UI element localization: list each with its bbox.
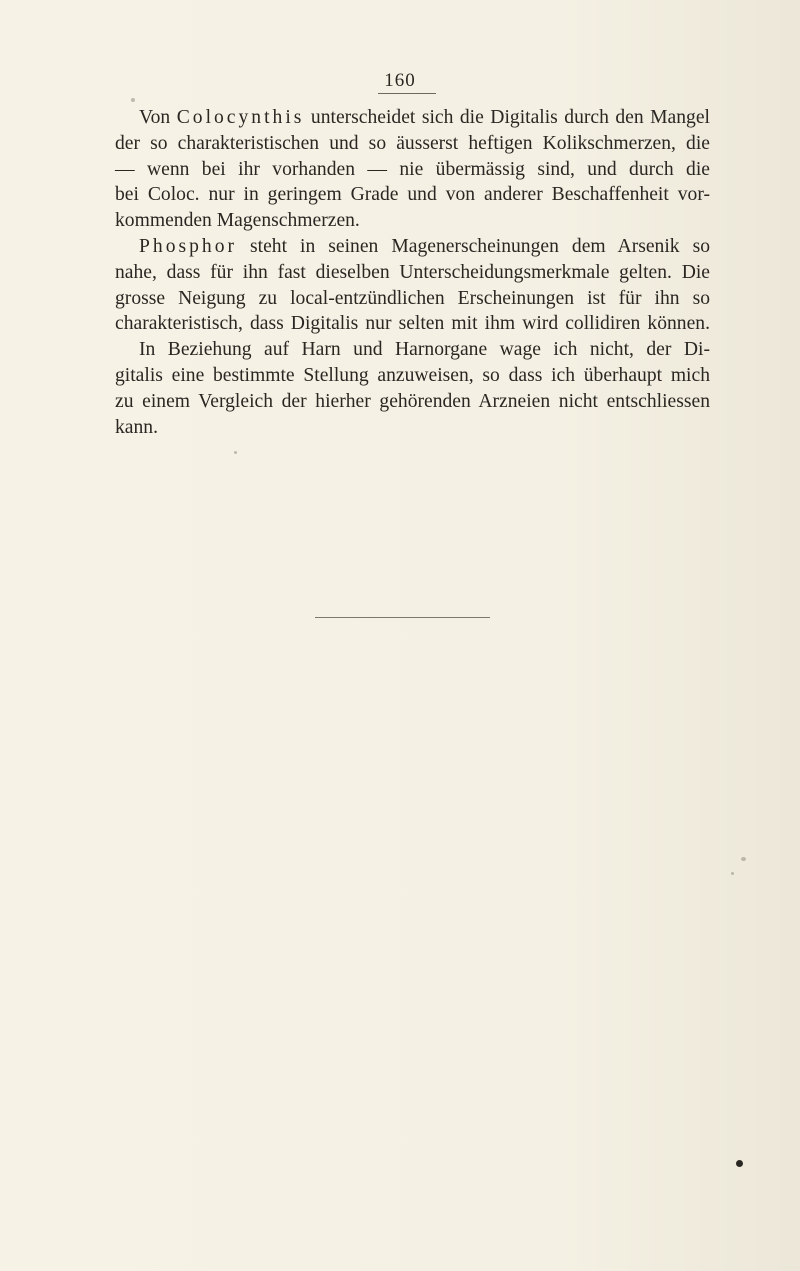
- paper-speck: [731, 872, 734, 875]
- page-number-underline: [378, 93, 436, 94]
- text-line: bei Coloc. nur in geringem Grade und von anderer Beschaffenheit vor-: [115, 184, 710, 206]
- text-line: gitalis eine bestimmte Stellung anzuweisen, so dass ich überhaupt mich: [115, 364, 710, 386]
- line-lead: Von: [139, 107, 177, 128]
- emphasized-term: Phosphor: [139, 235, 238, 257]
- body-text: [115, 105, 710, 440]
- ink-dot: [736, 1160, 743, 1167]
- text-line: grosse Neigung zu local-entzündlichen Erscheinungen ist für ihn so: [115, 287, 710, 309]
- text-line: der so charakteristischen und so äusserst heftigen Kolikschmerzen, die: [115, 132, 710, 154]
- page-number: 160: [384, 70, 416, 91]
- text-line: charakteristisch, dass Digitalis nur selten mit ihm wird collidiren können.: [115, 313, 710, 335]
- paper-speck: [131, 98, 135, 102]
- text-line: [115, 234, 710, 260]
- line-text: unterscheidet sich die Digitalis durch den Mangel: [304, 107, 710, 128]
- text-line: In Beziehung auf Harn und Harnorgane wage ich nicht, der Di-: [139, 339, 710, 361]
- paper-speck: [234, 451, 237, 454]
- line-text: steht in seinen Magenerscheinungen dem Arsenik so: [237, 235, 710, 257]
- text-line: kann.: [115, 416, 158, 438]
- text-line: — wenn bei ihr vorhanden — nie übermässig sind, und durch die: [115, 158, 710, 180]
- text-line: [115, 105, 710, 131]
- emphasized-term: Colocynthis: [176, 107, 305, 128]
- section-divider: [315, 617, 490, 618]
- text-line: kommenden Magenschmerzen.: [115, 210, 360, 232]
- text-line: nahe, dass für ihn fast dieselben Unterscheidungsmerkmale gelten. Die: [115, 261, 710, 283]
- paper-speck: [741, 857, 746, 861]
- text-line: zu einem Vergleich der hierher gehörenden Arzneien nicht entschliessen: [115, 390, 710, 412]
